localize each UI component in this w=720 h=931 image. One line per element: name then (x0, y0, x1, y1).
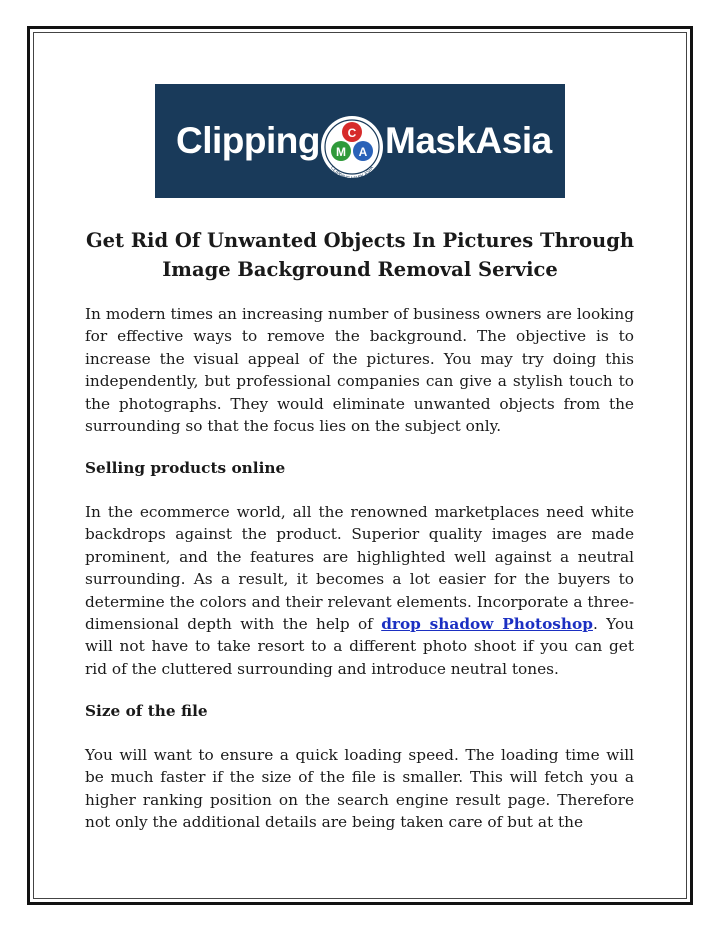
emblem-ring-textpath: CLIPPING MASK ASIA (329, 165, 375, 183)
page-title: Get Rid Of Unwanted Objects In Pictures Through Image Background Removal Service (85, 229, 635, 281)
logo-left-text: Clipping (176, 120, 320, 161)
logo-right-text: MaskAsia (385, 120, 552, 161)
logo-emblem-icon (319, 106, 385, 188)
emblem-letter-a: A (358, 145, 368, 159)
drop-shadow-photoshop-link[interactable]: drop shadow Photoshop (381, 615, 593, 634)
selling-paragraph (85, 501, 634, 680)
selling-text-before: In the ecommerce world, all the renowned marketplaces need white backdrops against the product. Superior quality images are made prominent, and the features are highlighted well against a neutral surrounding. As a result, it becomes a lot easier for the buyers to determine the colors and their relevant elements. Incorporate a three-dimensional depth with the help of (85, 503, 634, 634)
file-size-paragraph: You will want to ensure a quick loading speed. The loading time will be much faster if the size of the file is smaller. This will fetch you a higher ranking position on the search engine result page. Therefore not only the additional details are being taken care of but at the (85, 746, 634, 832)
clippingmaskasia-logo (155, 84, 565, 198)
intro-paragraph: In modern times an increasing number of business owners are looking for effective ways to remove the background. The objective is to increase the visual appeal of the pictures. You may try doing this independently, but professional companies can give a stylish touch to the photographs. They would eliminate unwanted objects from the surrounding so that the focus lies on the subject only. (85, 305, 634, 436)
emblem-letter-m: M (336, 145, 346, 159)
selling-text-after: . You will not have to take resort to a different photo shoot if you can get rid of the cluttered surrounding and introduce neutral tones. (85, 615, 635, 678)
emblem-letter-c: C (347, 126, 357, 140)
section-heading-selling: Selling products online (85, 459, 286, 477)
section-heading-file-size: Size of the file (85, 702, 208, 720)
